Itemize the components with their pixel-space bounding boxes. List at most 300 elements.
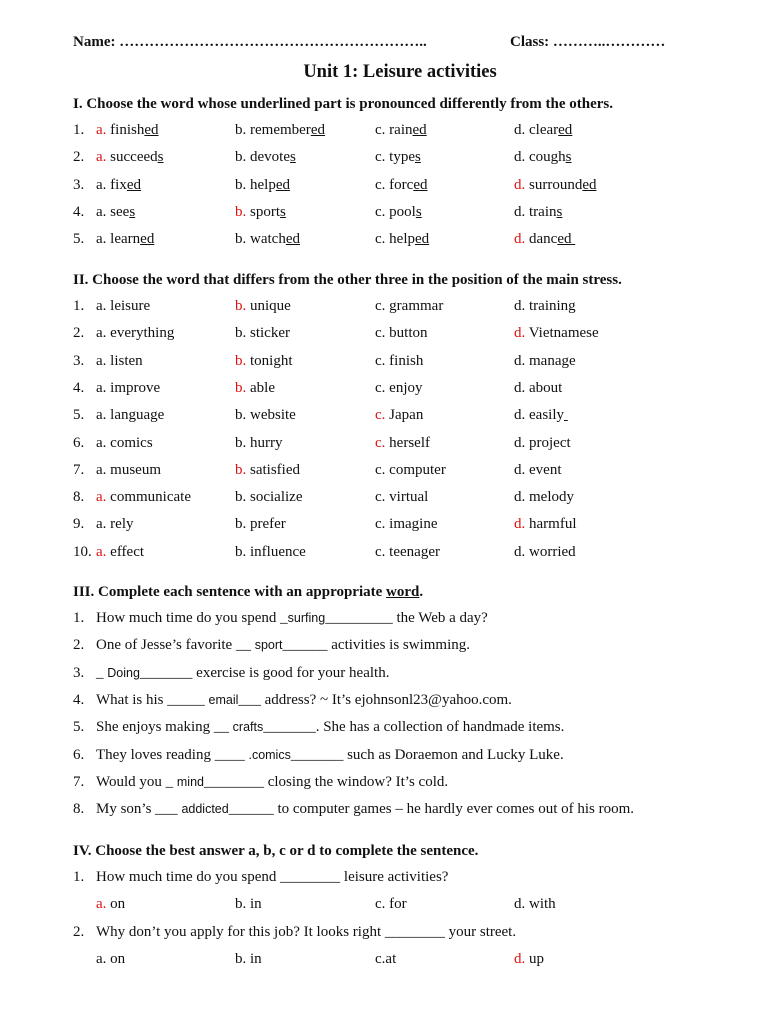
underlined-part: ed	[558, 122, 573, 138]
question-number: 5.	[73, 719, 85, 736]
option-b	[235, 380, 275, 397]
section-2-question-row	[73, 353, 733, 373]
sentence-start: What is his _____	[96, 691, 209, 708]
underlined-part: ed	[412, 122, 427, 138]
question-number: 3.	[73, 352, 85, 369]
option-word: computer	[389, 461, 446, 478]
option-letter: c.	[375, 203, 390, 220]
section-1-question-row	[73, 122, 733, 142]
option-word: type	[389, 149, 415, 166]
option-letter: b.	[235, 122, 250, 138]
option-letter: d.	[514, 379, 529, 396]
option-letter: c.	[375, 352, 390, 369]
section-3-question-row	[73, 747, 733, 767]
section-2-heading: II. Choose the word that differs from the other three in the position of the main stress.	[73, 272, 622, 288]
option-word: melody	[529, 489, 574, 506]
option-word: listen	[110, 352, 143, 369]
sentence-start: Would you _	[96, 773, 177, 790]
question-number: 1.	[73, 610, 85, 626]
section-2-question-row	[73, 462, 733, 482]
option-letter: d.	[514, 434, 529, 451]
filled-answer: sport	[254, 638, 283, 653]
option-d	[514, 407, 568, 424]
option-b	[235, 231, 300, 248]
option-c	[375, 231, 429, 248]
question-number: 1.	[73, 298, 85, 314]
section-1-question-row	[73, 231, 733, 251]
option-letter: d.	[514, 352, 529, 369]
option-word: in	[250, 951, 262, 967]
underlined-part: ed	[413, 176, 428, 193]
option-a	[96, 325, 174, 342]
option-word: able	[250, 379, 275, 396]
option-letter: b.	[235, 379, 250, 396]
underlined-part: s	[415, 203, 422, 220]
option-d	[514, 544, 576, 561]
underlined-part: s	[565, 149, 572, 166]
option-letter: c.	[375, 489, 390, 506]
sentence-end: _______. She has a collection of handmade items.	[263, 719, 565, 736]
section-3-question-row	[73, 692, 733, 712]
option-letter: a.	[96, 407, 111, 424]
sentence-start: _	[96, 664, 108, 681]
option-b	[235, 149, 296, 166]
option-c	[375, 462, 446, 479]
option-word: surround	[529, 176, 583, 193]
question-number: 2.	[73, 637, 85, 654]
question-text: How much time do you spend ________ leisure activities?	[96, 869, 449, 885]
option-a	[96, 231, 154, 248]
option-word: website	[250, 407, 296, 424]
option-word: communicate	[110, 489, 191, 506]
option-letter: d.	[514, 231, 529, 248]
sentence	[96, 665, 389, 682]
option-c	[375, 380, 423, 397]
question-number: 4.	[73, 691, 85, 708]
option-letter: c.	[375, 325, 390, 342]
sentence-end: _________ the Web a day?	[325, 610, 488, 626]
option-word: influence	[250, 543, 306, 560]
option-word: in	[250, 896, 262, 912]
question-number: 1.	[73, 869, 85, 885]
page-title: Unit 1: Leisure activities	[303, 62, 497, 82]
option-c	[375, 177, 428, 194]
sentence	[96, 747, 564, 764]
option-letter: a.	[96, 489, 111, 506]
option-letter: a.	[96, 298, 111, 314]
option-a	[96, 435, 153, 452]
option-a	[96, 896, 125, 913]
option-b	[235, 462, 300, 479]
option-a	[96, 204, 135, 221]
section-2-question-row	[73, 489, 733, 509]
option-b	[235, 298, 291, 315]
option-a	[96, 380, 160, 397]
option-word: teenager	[389, 543, 440, 560]
option-letter: b.	[235, 231, 250, 248]
option-a	[96, 516, 134, 533]
option-a	[96, 353, 143, 370]
option-d	[514, 325, 599, 342]
option-letter: c.	[375, 122, 390, 138]
option-word: on	[110, 951, 126, 967]
option-word: project	[529, 434, 571, 451]
section-3-heading: III. Complete each sentence with an appropriate word.	[73, 584, 424, 600]
option-word: unique	[250, 298, 291, 314]
underlined-part: s	[415, 149, 421, 166]
filled-answer: crafts	[232, 720, 264, 735]
option-letter: a.	[96, 122, 111, 138]
option-letter: a.	[96, 203, 111, 220]
option-d	[514, 516, 576, 533]
option-letter: b.	[235, 176, 250, 193]
option-letter: d.	[514, 325, 529, 342]
filled-answer: surfing	[287, 611, 326, 625]
option-word: about	[529, 379, 563, 396]
option-letter: a.	[96, 176, 111, 193]
sentence-end: _______ exercise is good for your health.	[139, 664, 390, 681]
option-letter: a.	[96, 543, 111, 560]
option-c	[375, 489, 428, 506]
section-4-question-row	[73, 924, 733, 944]
option-letter: a.	[96, 516, 111, 533]
option-letter: d.	[514, 149, 529, 166]
option-word: imagine	[389, 516, 438, 533]
option-letter: b.	[235, 298, 250, 314]
question-number: 3.	[73, 176, 85, 193]
option-letter: c.	[375, 231, 390, 248]
option-letter: b.	[235, 203, 250, 220]
option-a	[96, 489, 191, 506]
option-word: prefer	[250, 516, 286, 533]
option-word: finish	[389, 352, 424, 369]
option-word: tonight	[250, 352, 293, 369]
question-number: 1.	[73, 122, 85, 138]
underlined-part	[564, 407, 568, 423]
sentence-end: ___ address? ~ It’s ejohnsonl23@yahoo.com.	[238, 691, 512, 708]
option-word: language	[110, 407, 165, 424]
option-letter: a.	[96, 434, 111, 451]
option-letter: b.	[235, 434, 250, 451]
option-letter: c.	[375, 379, 390, 396]
option-word: forc	[389, 176, 414, 193]
option-a	[96, 407, 164, 424]
option-d	[514, 149, 572, 166]
option-c	[375, 544, 440, 561]
option-b	[235, 489, 302, 506]
option-b	[235, 325, 290, 342]
option-d	[514, 380, 562, 397]
option-letter: d.	[514, 896, 529, 912]
section-4-heading: IV. Choose the best answer a, b, c or d to complete the sentence.	[73, 843, 479, 859]
question-number: 6.	[73, 434, 85, 451]
underlined-part: ed	[144, 122, 159, 138]
sentence-start: How much time do you spend _	[96, 610, 288, 626]
option-word: rain	[389, 122, 413, 138]
question-number: 9.	[73, 516, 85, 533]
question-number: 8.	[73, 801, 85, 818]
option-word: satisfied	[250, 461, 300, 478]
sentence-end: _______ such as Doraemon and Lucky Luke.	[290, 746, 564, 763]
question-number: 8.	[73, 489, 85, 506]
option-word: help	[389, 231, 415, 248]
sentence	[96, 719, 564, 736]
question-number: 7.	[73, 773, 85, 790]
option-a	[96, 122, 159, 139]
option-c	[375, 516, 438, 533]
option-b	[235, 122, 325, 139]
question-number: 5.	[73, 407, 85, 424]
sentence-start: She enjoys making __	[96, 719, 233, 736]
option-word: succeed	[110, 149, 158, 166]
option-word: learn	[110, 231, 141, 248]
option-b	[235, 544, 306, 561]
section-4-options-row	[73, 951, 733, 971]
option-word: help	[250, 176, 276, 193]
option-d	[514, 896, 556, 913]
option-word: Japan	[389, 407, 424, 424]
option-word: grammar	[389, 298, 444, 314]
option-d	[514, 122, 572, 139]
option-word: pool	[389, 203, 416, 220]
question-number: 10.	[73, 543, 92, 560]
underlined-part: s	[280, 203, 286, 220]
option-a	[96, 544, 144, 561]
option-word: sticker	[250, 325, 290, 342]
option-letter: a.	[96, 352, 111, 369]
sentence	[96, 637, 470, 654]
option-word: socialize	[250, 489, 303, 506]
option-b	[235, 204, 286, 221]
option-word: museum	[110, 461, 162, 478]
sentence-end: ______ to computer games – he hardly ever comes out of his room.	[228, 801, 635, 818]
option-b	[235, 951, 262, 968]
option-a	[96, 149, 163, 166]
option-word: with	[529, 896, 556, 912]
option-word: worried	[529, 543, 576, 560]
option-a	[96, 951, 125, 968]
option-letter: d.	[514, 951, 529, 967]
name-line: Name: ……………………………………………………..	[73, 34, 427, 50]
option-c	[375, 325, 428, 342]
question-number: 2.	[73, 149, 85, 166]
option-c	[375, 951, 396, 968]
option-letter: d.	[514, 122, 529, 138]
section-3-question-row	[73, 665, 733, 685]
underlined-part: ed	[275, 176, 290, 193]
option-word: cough	[529, 149, 566, 166]
underlined-part: ed	[415, 231, 430, 248]
sentence-start: They loves reading ____	[96, 746, 249, 763]
option-word: herself	[389, 434, 430, 451]
option-letter: b.	[235, 461, 250, 478]
option-letter: b.	[235, 951, 250, 967]
option-word: harmful	[529, 516, 577, 533]
option-b	[235, 516, 286, 533]
underlined-part: ed	[140, 231, 155, 248]
sentence	[96, 801, 634, 818]
option-letter: d.	[514, 543, 529, 560]
option-letter: c.	[375, 407, 390, 424]
option-word: fix	[110, 176, 127, 193]
option-a	[96, 298, 150, 315]
filled-answer: .comics	[248, 747, 291, 762]
option-d	[514, 298, 576, 315]
underlined-part: ed	[285, 231, 300, 248]
option-letter: d.	[514, 461, 529, 478]
option-letter: c.	[375, 176, 390, 193]
option-d	[514, 204, 562, 221]
option-word: at	[385, 951, 397, 967]
option-word: remember	[250, 122, 311, 138]
option-letter: a.	[96, 379, 111, 396]
option-word: see	[110, 203, 130, 220]
option-d	[514, 177, 597, 194]
section-2-question-row	[73, 435, 733, 455]
option-letter: b.	[235, 543, 250, 560]
option-word: enjoy	[389, 379, 423, 396]
option-word: devote	[250, 149, 290, 166]
underlined-part: s	[289, 149, 296, 166]
option-d	[514, 489, 574, 506]
option-d	[514, 951, 544, 968]
option-word: comics	[110, 434, 153, 451]
question-number: 5.	[73, 231, 85, 248]
option-c	[375, 353, 423, 370]
section-4-question-row	[73, 869, 733, 889]
option-letter: a.	[96, 231, 111, 248]
option-letter: b.	[235, 352, 250, 369]
option-c	[375, 149, 421, 166]
filled-answer: addicted	[181, 802, 229, 817]
filled-answer: email	[208, 692, 239, 707]
option-letter: c.	[375, 543, 390, 560]
section-1-heading: I. Choose the word whose underlined part is pronounced differently from the others.	[73, 96, 614, 112]
section-2-question-row	[73, 516, 733, 536]
sentence	[96, 774, 448, 791]
option-word: Vietnamese	[528, 325, 599, 342]
option-a	[96, 177, 141, 194]
question-number: 2.	[73, 325, 85, 342]
option-letter: b.	[235, 516, 250, 533]
sentence	[96, 610, 488, 627]
option-word: hurry	[250, 434, 283, 451]
section-3-question-row	[73, 637, 733, 657]
underlined-part: s	[556, 203, 563, 220]
option-c	[375, 407, 423, 424]
option-word: watch	[250, 231, 286, 248]
section-4-options-row	[73, 896, 733, 916]
option-letter: d.	[514, 176, 529, 193]
option-word: easily	[529, 407, 564, 424]
option-c	[375, 896, 407, 913]
class-line: Class: ………..…………	[510, 34, 666, 50]
option-letter: b.	[235, 896, 250, 912]
option-letter: c.	[375, 149, 390, 166]
section-2-question-row	[73, 380, 733, 400]
option-letter: d.	[514, 489, 529, 506]
option-letter: d.	[514, 298, 529, 314]
option-word: finish	[110, 122, 145, 138]
option-c	[375, 204, 422, 221]
option-word: event	[529, 461, 562, 478]
option-letter: b.	[235, 149, 250, 166]
sentence-end: ______ activities is swimming.	[282, 637, 471, 654]
underlined-part: ed	[557, 231, 576, 248]
question-number: 4.	[73, 203, 85, 220]
option-c	[375, 298, 443, 315]
option-word: train	[529, 203, 557, 220]
option-letter: a.	[96, 149, 111, 166]
option-d	[514, 462, 561, 479]
option-word: for	[389, 896, 407, 912]
option-b	[235, 896, 262, 913]
section-2-question-row	[73, 407, 733, 427]
option-word: everything	[110, 325, 175, 342]
option-d	[514, 231, 575, 248]
section-1-question-row	[73, 204, 733, 224]
sentence-start: My son’s ___	[96, 801, 182, 818]
option-d	[514, 353, 576, 370]
option-b	[235, 177, 290, 194]
option-b	[235, 435, 283, 452]
section-1-question-row	[73, 177, 733, 197]
section-3-question-row	[73, 610, 733, 630]
option-c	[375, 435, 430, 452]
sentence	[96, 692, 512, 709]
question-number: 3.	[73, 664, 85, 681]
option-word: virtual	[389, 489, 429, 506]
filled-answer: Doing	[107, 665, 140, 680]
option-letter: a.	[96, 951, 111, 967]
option-word: leisure	[110, 298, 151, 314]
option-b	[235, 407, 296, 424]
option-letter: c.	[375, 434, 390, 451]
option-word: up	[529, 951, 544, 967]
option-word: improve	[110, 379, 161, 396]
underlined-part: ed	[310, 122, 325, 138]
question-number: 6.	[73, 746, 85, 763]
option-letter: a.	[96, 461, 111, 478]
option-d	[514, 435, 571, 452]
option-word: manage	[529, 352, 576, 369]
section-2-question-row	[73, 325, 733, 345]
section-3-question-row	[73, 719, 733, 739]
option-letter: c.	[375, 896, 390, 912]
question-number: 2.	[73, 924, 85, 940]
option-word: rely	[110, 516, 134, 533]
section-1-question-row	[73, 149, 733, 169]
section-3-question-row	[73, 801, 733, 821]
sentence-end: ________ closing the window? It’s cold.	[203, 773, 449, 790]
option-word: effect	[110, 543, 145, 560]
sentence-start: One of Jesse’s favorite __	[96, 637, 255, 654]
question-number: 7.	[73, 461, 85, 478]
option-word: danc	[529, 231, 558, 248]
option-letter: d.	[514, 407, 529, 424]
option-letter: a.	[96, 325, 111, 342]
option-letter: d.	[514, 203, 529, 220]
section-2-question-row	[73, 298, 733, 318]
underlined-part: s	[129, 203, 136, 220]
underlined-part: s	[157, 149, 164, 166]
section-3-question-row	[73, 774, 733, 794]
option-b	[235, 353, 293, 370]
question-number: 4.	[73, 379, 85, 396]
option-word: training	[529, 298, 576, 314]
option-word: button	[389, 325, 428, 342]
option-letter: b.	[235, 489, 250, 506]
